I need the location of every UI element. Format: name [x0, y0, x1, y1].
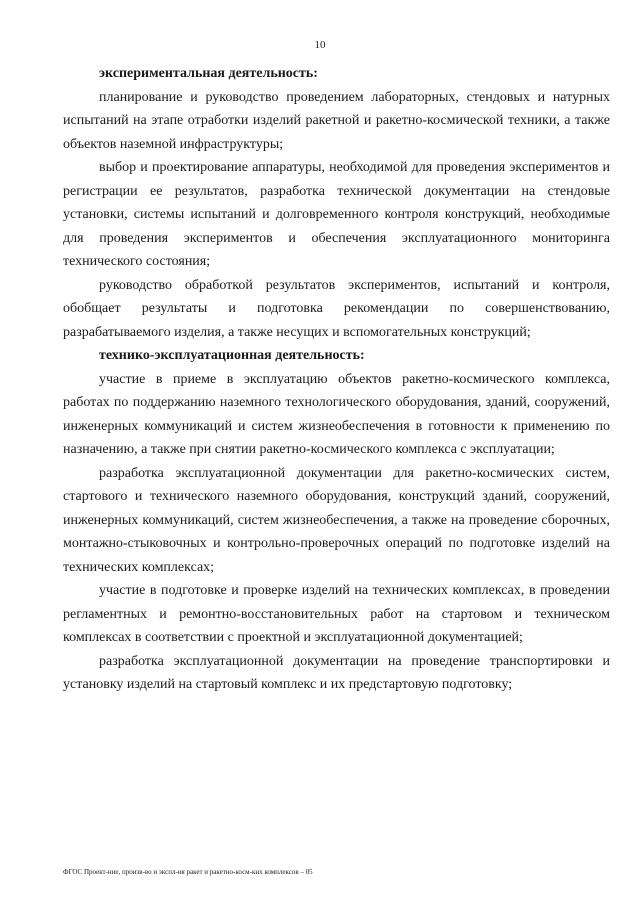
document-body: [63, 62, 610, 697]
paragraph: планирование и руководство проведением лабораторных, стендовых и натурных испытаний на этапе отработки изделий ракетной и ракетно-космической техники, а также объектов наземной инфраструктуры;: [63, 89, 610, 152]
paragraph: руководство обработкой результатов экспериментов, испытаний и контроля, обобщает результаты и подготовка рекомендации по совершенствованию, разрабатываемого изделия, а также несущих и вспомогательных конструкций;: [63, 277, 610, 340]
paragraph: участие в подготовке и проверке изделий на технических комплексах, в проведении регламентных и ремонтно-восстановительных работ на стартовом и техническом комплексах в соответствии с проектной и эксплуатационной документацией;: [63, 583, 610, 645]
paragraph: разработка эксплуатационной документации на проведение транспортировки и установку изделий на стартовый комплекс и их предстартовую подготовку;: [63, 653, 610, 692]
section-heading-technical-operational: технико-эксплуатационная деятельность:: [99, 348, 365, 363]
page-number: 10: [314, 39, 326, 51]
section-heading-experimental: экспериментальная деятельность:: [99, 66, 318, 81]
paragraph: выбор и проектирование аппаратуры, необходимой для проведения экспериментов и регистрации ее результатов, разработка технической документации на стендовые установки, системы испытаний и долговременного контроля конструкций, необходимые для проведения экспериментов и обеспечения эксплуатационного мониторинга технического состояния;: [63, 160, 610, 269]
page-footer: ФГОС Проект-ние, произв-во и экспл-ия ракет и ракетно-косм-ких комплексов – 05: [63, 868, 313, 876]
paragraph: разработка эксплуатационной документации для ракетно-космических систем, стартового и технического наземного оборудования, конструкций зданий, сооружений, инженерных коммуникаций, систем жизнеобеспечения, а также на проведение сборочных, монтажно-стыковочных и контрольно-проверочных операций по подготовке изделий на технических комплексах;: [63, 465, 610, 575]
paragraph: участие в приеме в эксплуатацию объектов ракетно-космического комплекса, работах по поддержанию наземного технологического оборудования, зданий, сооружений, инженерных коммуникаций и систем жизнеобеспечения в готовности к применению по назначению, а также при снятии ракетно-космического комплекса с эксплуатации;: [63, 371, 610, 457]
